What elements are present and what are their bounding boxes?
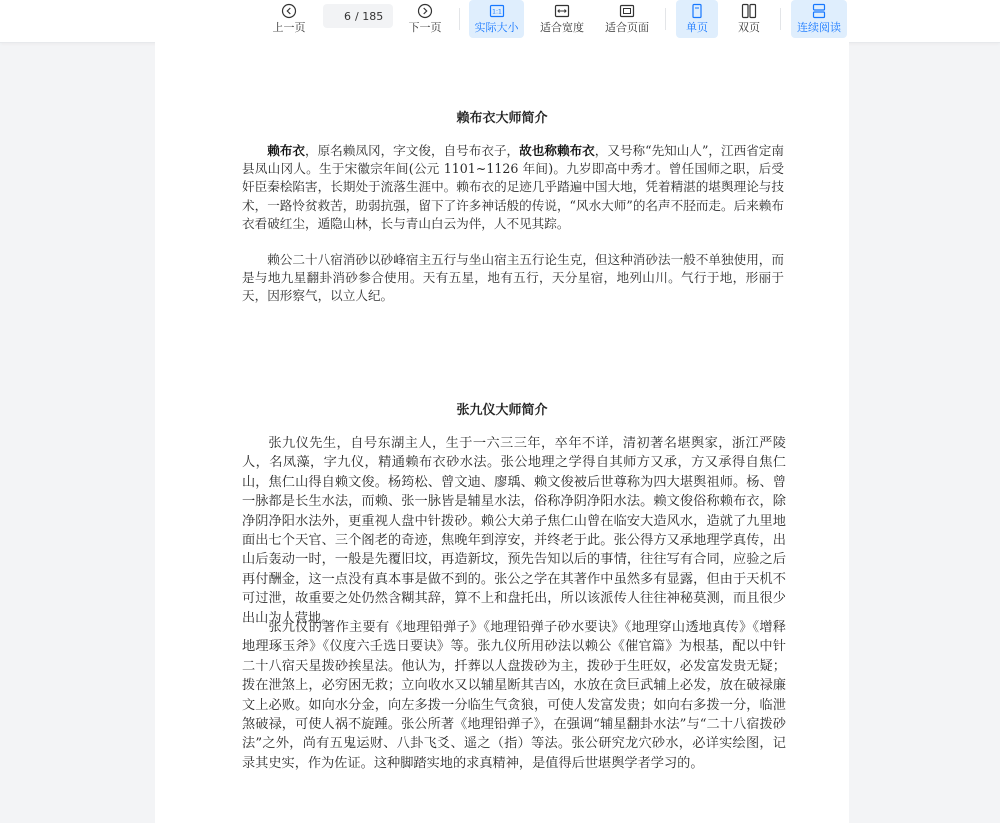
actual-size-button[interactable] <box>469 0 524 38</box>
paragraph-zhang-jiuyi-bio: 张九仪先生，自号东湖主人，生于一六三三年，卒年不详，清初著名堪舆家，浙江严陵人，名凤藻，字九仪，精通赖布衣砂水法。张公地理之学得自其师方又承，方又承得自焦仁山，焦仁山得自赖文俊。杨筠松、曾文迪、廖瑀、赖文俊被后世尊称为四大堪舆祖师。杨、曾一脉都是长生水法，而赖、张一脉皆是辅星水法，俗称净阴净阳水法。赖文俊俗称赖布衣，除净阴净阳水法外，更重视人盘中针拨砂。赖公大弟子焦仁山曾在临安大造风水，造就了九里地面出七个天官、三个阁老的奇迹，焦晚年到淳安，并终老于此。张公得方又承地理学真传，出山后轰动一时，一般是先覆旧坟，再造新坟，预先告知以后的事情，往往写有合同，应验之后再付酬金，这一点没有真本事是做不到的。张公之学在其著作中虽然多有显露，但由于天机不可过泄，故重要之处仍然含糊其辞，算不上和盘托出，所以该派传人往往神秘莫测，而且很少出山为人营地。 <box>242 436 786 626</box>
paragraph-lai-buyi-method: 赖公二十八宿消砂以砂峰宿主五行与坐山宿主五行论生克，但这种消砂法一般不单独使用，而是与地九星翻卦消砂参合使用。天有五星，地有五行，天分星宿，地列山川。气行于地，形丽于天，因形察气，以立人纪。 <box>242 252 784 304</box>
page-number-input[interactable] <box>329 10 351 23</box>
paragraph-zhang-jiuyi-works: 张九仪的著作主要有《地理铅弹子》《地理铅弹子砂水要诀》《地理穿山透地真传》《增释地理琢玉斧》《仪度六壬选日要诀》等。张九仪所用砂法以赖公《催官篇》为根基，配以中针二十八宿天星拨砂挨星法。他认为，扦葬以人盘拨砂为主，拨砂于生旺奴，必发富发贵无疑；拨在泄煞上，必穷困无救；立向收水又以辅星断其吉凶，水放在贪巨武辅上必发，放在破禄廉文上必败。如向水分金，向左多拨一分临生气贪狼，可使人发富发贵；如向右多拨一分，临泄煞破禄，可使人祸不旋踵。张公所著《地理铅弹子》，在强调“辅星翻卦水法”与“二十八宿拨砂法”之外，尚有五鬼运财、八卦飞爻、遥之（指）等法。张公研究龙穴砂水，必详实绘图，记录其史实，作为佐证。这种脚踏实地的求真精神，是值得后世堪舆学者学习的。 <box>242 620 786 771</box>
continuous-reading-icon <box>811 3 827 19</box>
page-indicator <box>323 4 393 28</box>
prev-page-button[interactable] <box>268 0 310 38</box>
single-page-label: 单页 <box>686 21 708 34</box>
single-page-icon <box>689 3 705 19</box>
actual-size-icon <box>489 3 505 19</box>
next-page-label: 下一页 <box>408 21 442 34</box>
continuous-reading-button[interactable] <box>791 0 847 38</box>
continuous-reading-label: 连续阅读 <box>797 21 841 34</box>
text-run: ，原名赖凤冈，字文俊，自号布衣子， <box>304 143 520 158</box>
fit-width-icon <box>554 3 570 19</box>
document-page <box>155 42 849 823</box>
next-page-button[interactable] <box>404 0 446 38</box>
fit-width-label: 适合宽度 <box>540 21 584 34</box>
prev-page-label: 上一页 <box>272 21 306 34</box>
single-page-button[interactable] <box>676 0 718 38</box>
page-total: / 185 <box>355 9 384 23</box>
double-page-icon <box>741 3 757 19</box>
viewer-toolbar <box>0 0 1000 43</box>
arrow-right-circle-icon <box>417 3 433 19</box>
fit-page-icon <box>619 3 635 19</box>
fit-page-button[interactable] <box>600 0 654 38</box>
toolbar-divider <box>665 8 666 30</box>
section-title-lai-buyi: 赖布衣大师简介 <box>456 111 548 126</box>
toolbar-divider <box>780 8 781 30</box>
section-title-zhang-jiuyi: 张九仪大师简介 <box>456 403 548 418</box>
bold-name: 赖布衣 <box>267 143 305 158</box>
bold-alias: 故也称赖布衣 <box>519 143 595 158</box>
toolbar-divider <box>459 8 460 30</box>
svg-text:1:1: 1:1 <box>491 8 502 16</box>
text-run: ，又号称“先知山人”，江西省定南县凤山冈人。生于宋徽宗年间(公元 1101~1126 年间)。九岁即高中秀才。曾任国师之职，后受奸臣秦桧陷害，长期处于流落生涯中。赖布衣的足迹几乎踏遍中国大地，凭着精湛的堪舆理论与技术，一路怜贫救苦，助弱抗强，留下了许多神话般的传说，“风水大师”的名声不胫而走。后来赖布衣看破红尘，遁隐山林，长与青山白云为伴，人不见其踪。 <box>242 143 785 231</box>
actual-size-label: 实际大小 <box>474 21 519 34</box>
arrow-left-circle-icon <box>281 3 297 19</box>
paragraph-lai-buyi-bio <box>242 142 784 233</box>
fit-width-button[interactable] <box>535 0 589 38</box>
double-page-button[interactable] <box>728 0 770 38</box>
fit-page-label: 适合页面 <box>605 21 649 34</box>
double-page-label: 双页 <box>738 21 760 34</box>
